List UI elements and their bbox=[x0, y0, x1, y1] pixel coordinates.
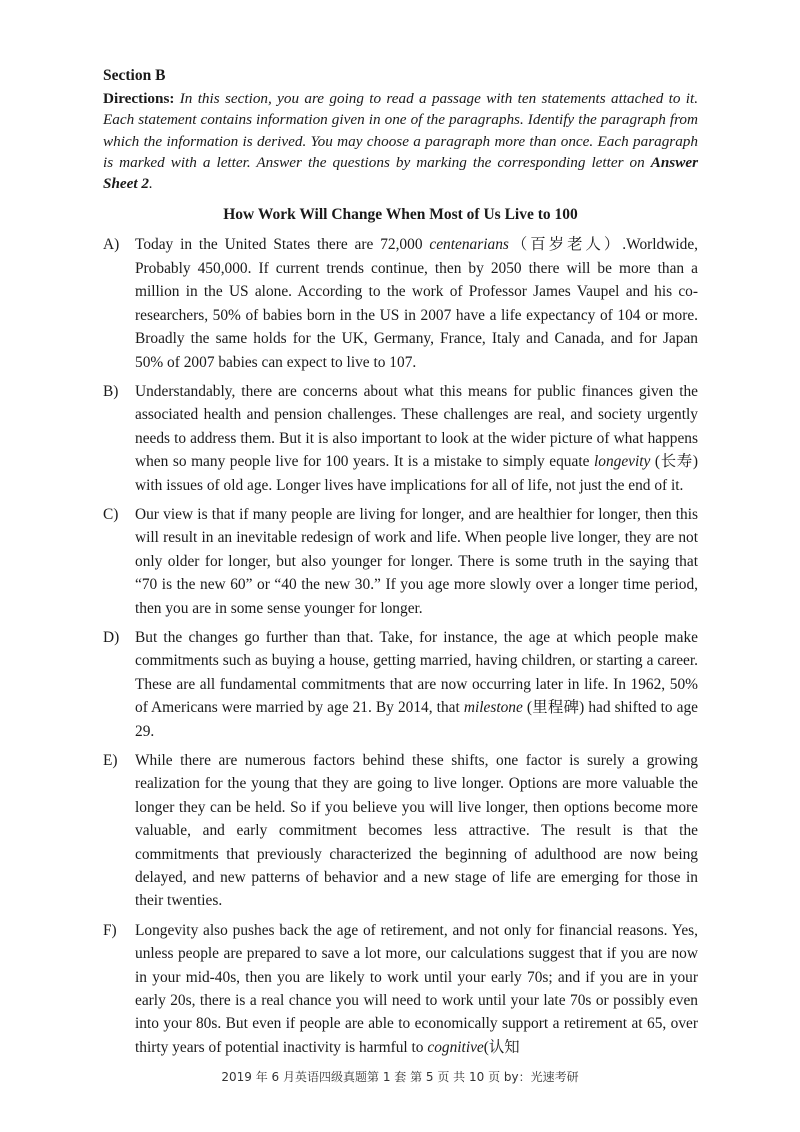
page-footer: 2019 年 6 月英语四级真题第 1 套 第 5 页 共 10 页 by：光速考研 bbox=[221, 1070, 579, 1084]
paragraph-letter: B) bbox=[103, 382, 119, 400]
exam-page bbox=[103, 66, 698, 1065]
paragraph-letter: C) bbox=[103, 505, 119, 523]
paragraph-text: While there are numerous factors behind these shifts, one factor is surely a growing realization for the young that they are going to live longer. Options are more valuable the longer they can be held. So if you believe you will live longer, then options become more valuable, and early commitment becomes less attractive. The result is that the commitments that previously characterized the beginning of adulthood are now being delayed, and new patterns of behavior and a new stage of life are emerging for those in their twenties. bbox=[135, 752, 698, 910]
paragraph-text: (里程碑) had shifted to age 29. bbox=[135, 699, 698, 740]
paragraph-text: Longevity also pushes back the age of retirement, and not only for financial reasons. Yes, unless people are prepared to save a lot more, our calculations suggest that if you are now in your mid-40s, then you are likely to work until your early 70s; and if you are in your early 20s, there is a real chance you will need to work until your late 70s or possibly even into your 80s. But even if people are able to economically support a retirement at 65, over thirty years of potential inactivity is harmful to bbox=[135, 921, 698, 1056]
paragraph-letter: F) bbox=[103, 921, 117, 939]
directions bbox=[103, 88, 698, 194]
paragraph-text: (长寿) with issues of old age. Longer lives have implications for all of life, not just the end of it. bbox=[135, 453, 698, 494]
paragraph-italic-term: longevity bbox=[593, 453, 651, 471]
paragraph-letter: D) bbox=[103, 628, 120, 646]
passage-title: How Work Will Change When Most of Us Live to 100 bbox=[223, 206, 578, 224]
paragraph-text: Our view is that if many people are living for longer, and are healthier for longer, then this will result in an inevitable redesign of work and life. When people live longer, they are not only older for longer, but also younger for longer. There is some truth in the saying that “70 is the new 60” or “40 the new 30.” If you age more slowly over a longer time period, then you are in some sense younger for longer. bbox=[135, 505, 698, 617]
paragraph-text: (认知 bbox=[483, 1038, 520, 1056]
paragraph-c bbox=[103, 503, 698, 620]
paragraph-text: （百岁老人）.Worldwide, Probably 450,000. If current trends continue, then by 2050 there will be more than a million in the US alone. According to the work of Professor James Vaupel and his co-researchers, 50% of babies born in the US in 2007 have a life expectancy of 104 or more. Broadly the same holds for the UK, Germany, France, Italy and Canada, and for Japan 50% of 2007 babies can expect to live to 107. bbox=[135, 236, 698, 371]
directions-end: . bbox=[149, 175, 153, 193]
paragraph-italic-term: milestone bbox=[463, 699, 523, 717]
paragraph-a bbox=[103, 233, 698, 373]
paragraph-letter: A) bbox=[103, 236, 120, 254]
paragraph-d bbox=[103, 626, 698, 743]
paragraph-italic-term: cognitive bbox=[427, 1038, 484, 1056]
paragraph-text: Understandably, there are concerns about what this means for public finances given the associated health and pension challenges. These challenges are real, and society urgently needs to address them. But it is also important to look at the wider picture of what happens when so many people live for 100 years. It is a mistake to simply equate bbox=[135, 382, 698, 471]
paragraph-italic-term: centenarians bbox=[429, 236, 509, 254]
paragraph-f bbox=[103, 919, 698, 1059]
directions-label: Directions: bbox=[103, 90, 175, 107]
paragraph-text: But the changes go further than that. Take, for instance, the age at which people make commitments such as buying a house, getting married, having children, or starting a career. These are all fundamental commitments that are now occurring later in life. In 1962, 50% of Americans were married by age 21. By 2014, that bbox=[135, 628, 698, 717]
directions-text: In this section, you are going to read a passage with ten statements attached to it. Each statement contains information given in one of the paragraphs. Identify the paragraph from which the information is derived. You may choose a paragraph more than once. Each paragraph is marked with a letter. Answer the questions by marking the corresponding letter on bbox=[103, 90, 698, 171]
section-title: Section B bbox=[103, 67, 166, 84]
paragraph-letter: E) bbox=[103, 752, 118, 770]
paragraph-e bbox=[103, 749, 698, 913]
paragraph-text: Today in the United States there are 72,000 bbox=[135, 236, 430, 254]
answer-sheet-ref: Answer Sheet 2 bbox=[103, 153, 698, 193]
paragraph-b bbox=[103, 380, 698, 497]
